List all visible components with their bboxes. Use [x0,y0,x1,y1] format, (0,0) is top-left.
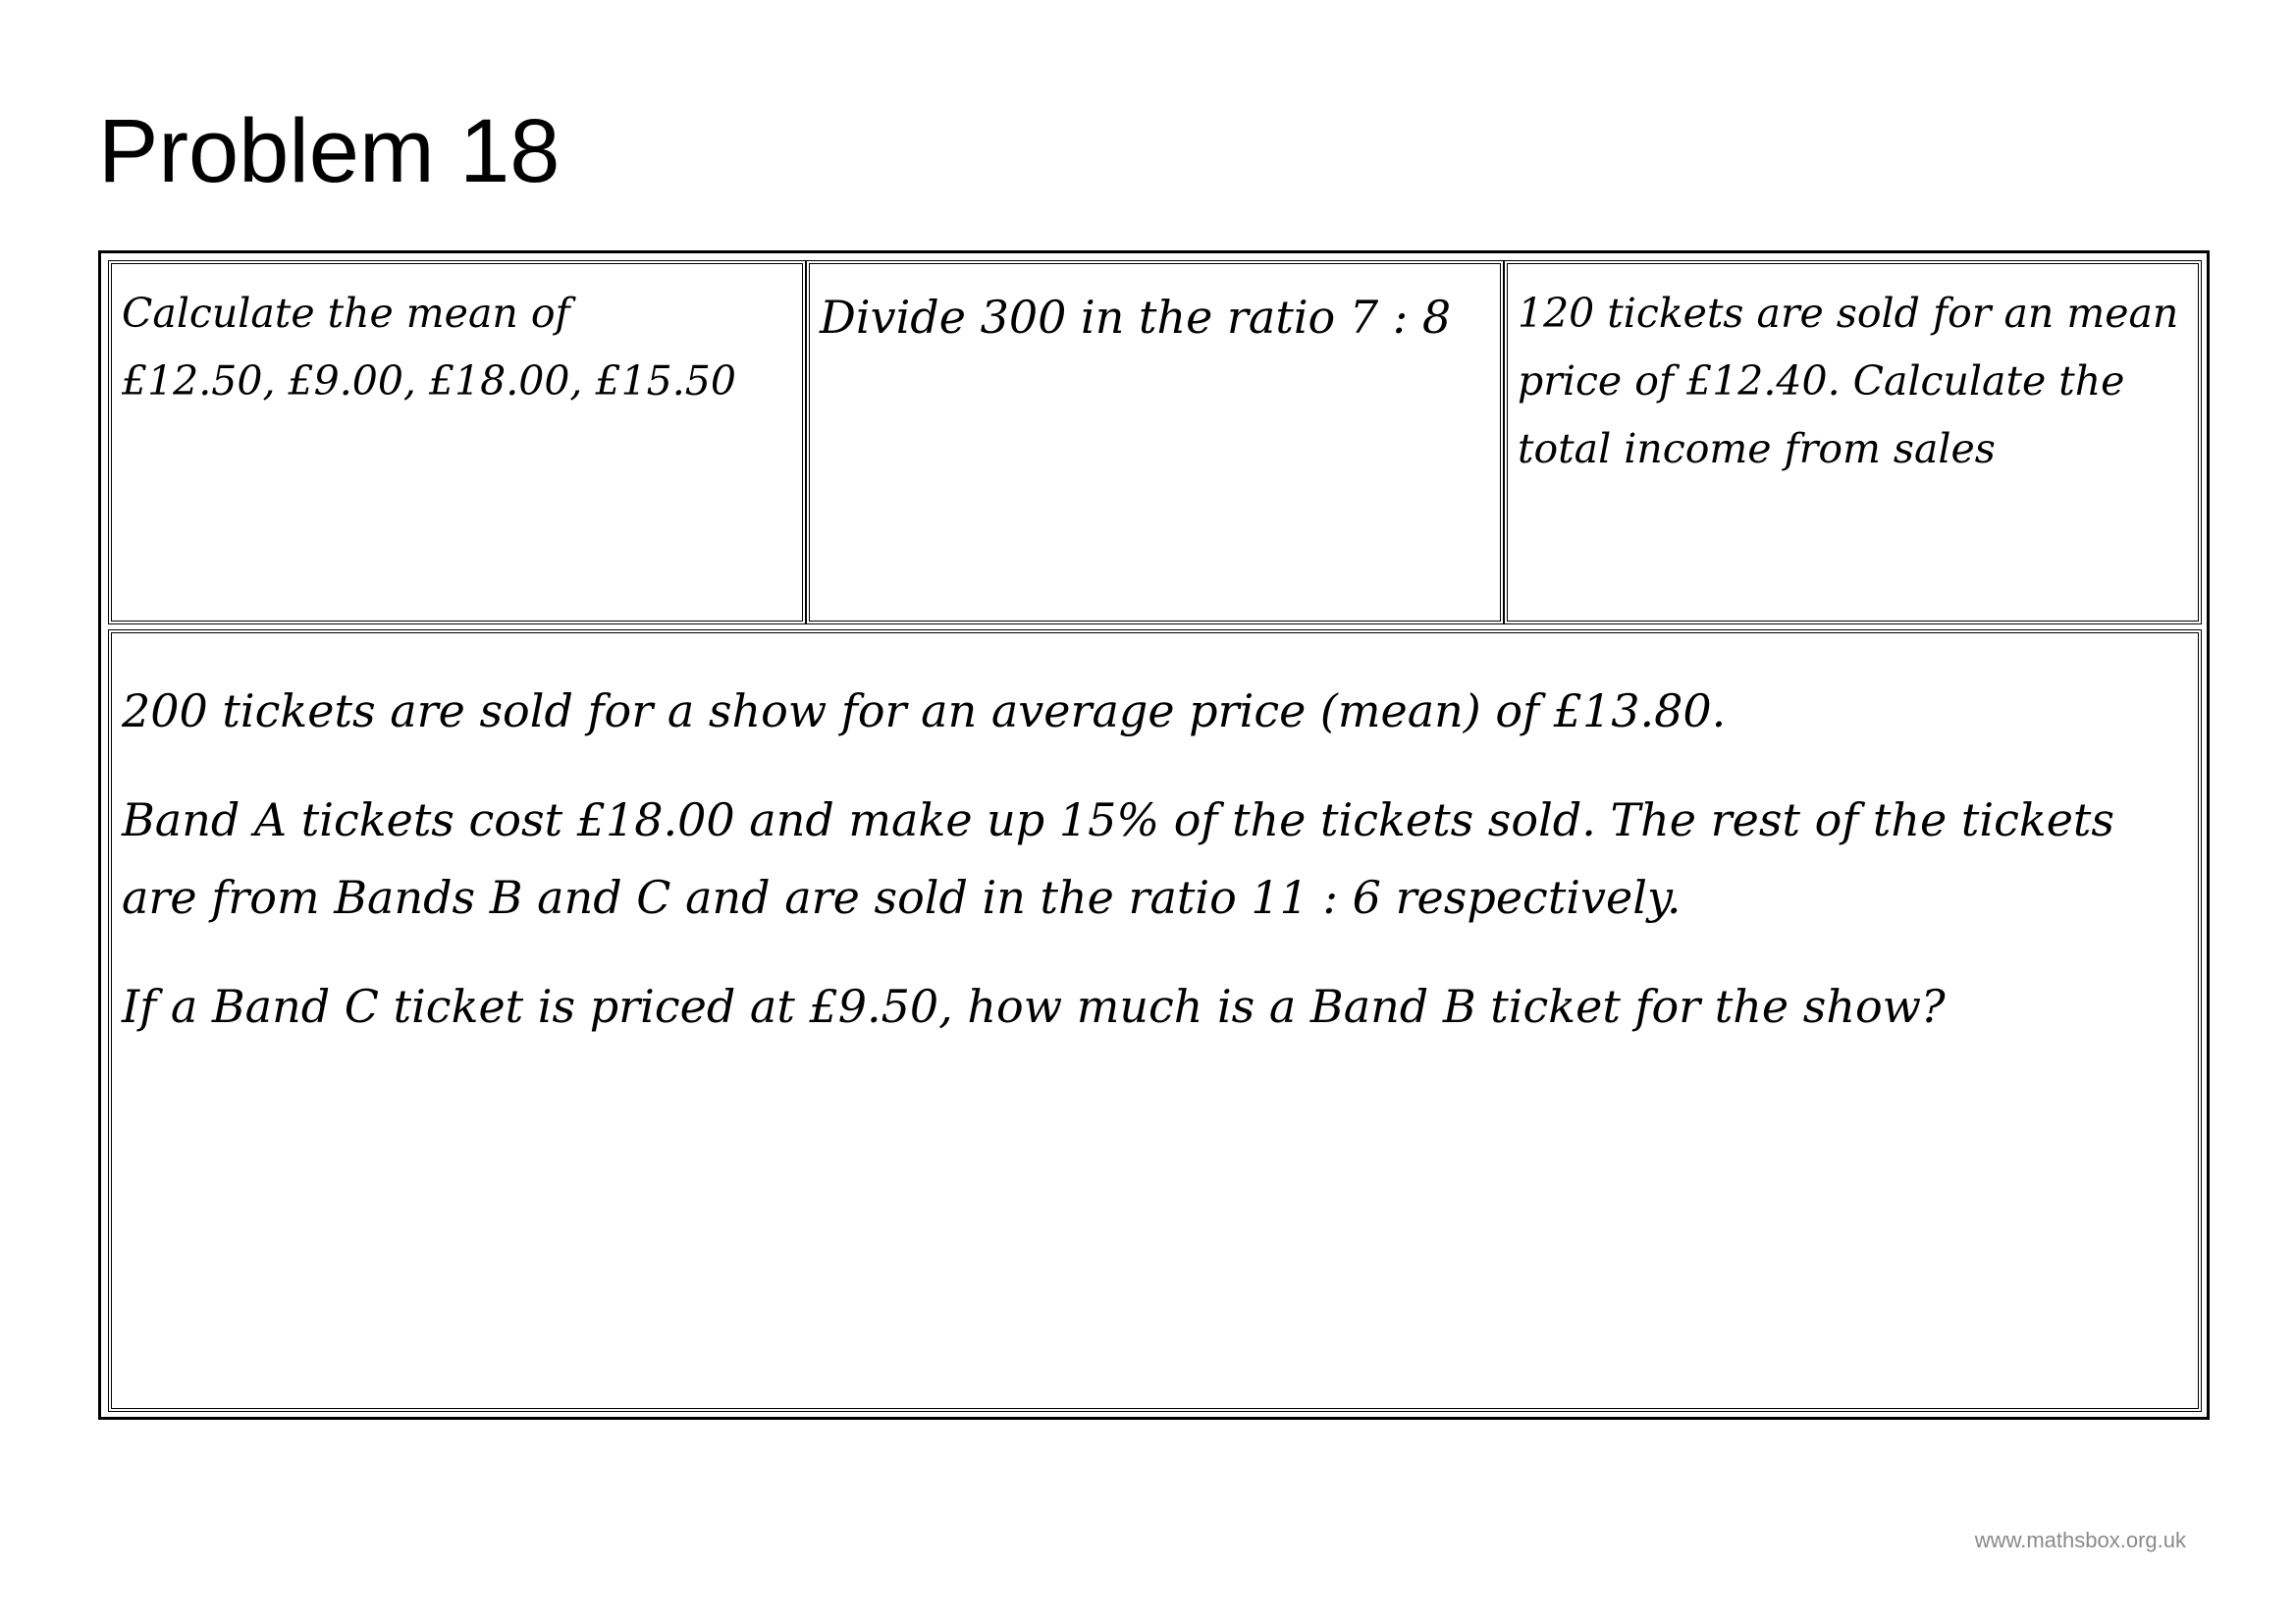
question-band-paragraph-2: Band A tickets cost £18.00 and make up 15% of the tickets sold. The rest of the tickets are from Bands B and C and are sold in the ratio 11 : 6 respectively. [122,793,2115,924]
question-mean-line-1: Calculate the mean of [122,290,570,337]
question-income-text: 120 tickets are sold for an mean price of £12.40. Calculate the total income from sales [1518,290,2179,472]
footer-url: www.mathsbox.org.uk [1974,1528,2186,1552]
question-mean-line-2: £12.50, £9.00, £18.00, £15.50 [122,357,736,405]
question-cell-mean [108,260,806,624]
page-title: Problem 18 [98,101,561,201]
problem-grid [98,250,2210,1420]
question-cell-ratio [806,260,1504,624]
question-ratio-text: Divide 300 in the ratio 7 : 8 [820,291,1452,344]
question-cell-income [1504,260,2202,624]
question-cell-band-tickets [108,629,2202,1412]
question-band-paragraph-1: 200 tickets are sold for a show for an average price (mean) of £13.80. [122,684,1727,737]
question-band-paragraph-3: If a Band C ticket is priced at £9.50, how much is a Band B ticket for the show? [122,980,1946,1033]
